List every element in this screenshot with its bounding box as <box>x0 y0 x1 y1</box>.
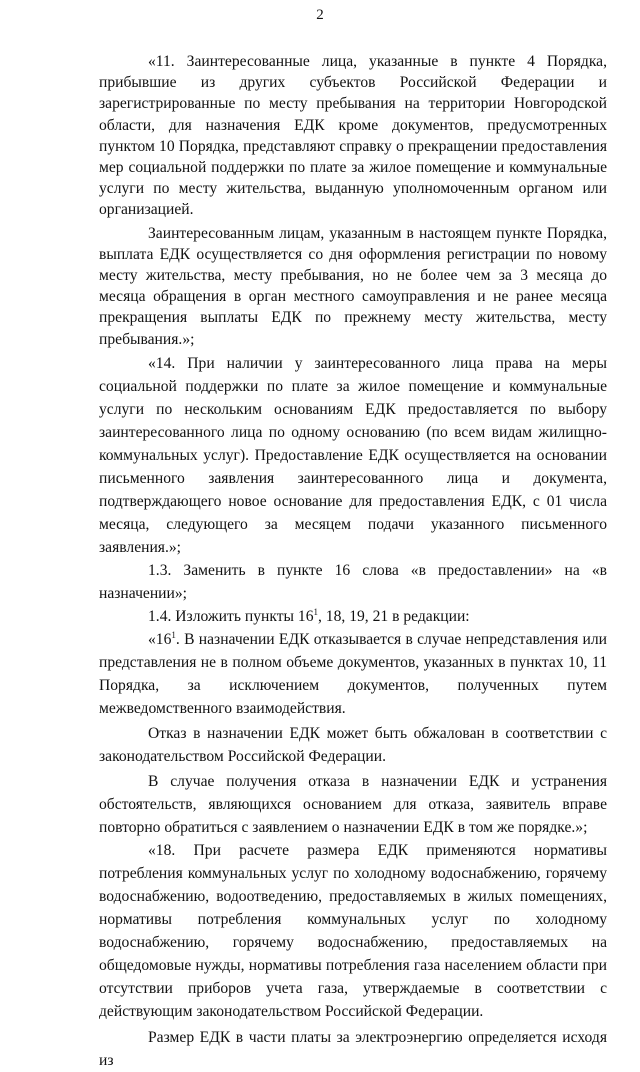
paragraph-1-4: 1.4. Изложить пункты $16^1$, 18, 19, 21 в редакции: <box>148 606 470 625</box>
paragraph-11: «11. Заинтересованные лица, указанные в пункте 4 Порядка, прибывшие из других субъектов Российской Федерации и зарегистрированные по месту пребывания на территории Новгородской области, для назначения ЕДК кроме документов, предусмотренных пунктом 10 Порядка, представляют справку о прекращении предоставления мер социальной поддержки по плате за жилое помещение и коммунальные услуги по месту жительства, выданную уполномоченным органом или организацией. <box>99 53 607 219</box>
paragraph-14: «14. При наличии у заинтересованного лица права на меры социальной поддержки по плате за жилое помещение и коммунальные услуги по нескольким основаниям ЕДК предоставляется по выбору заинтересованного лица по одному основанию (по всем видам жилищно-коммунальных услуг). Предоставление ЕДК осуществляется на основании письменного заявления заинтересованного лица и документа, подтверждающего новое основание для предоставления ЕДК, с 01 числа месяца, следующего за месяцем подачи указанного письменного заявления.»; <box>99 354 607 556</box>
paragraph-11-continuation: Заинтересованным лицам, указанным в настоящем пункте Порядка, выплата ЕДК осуществляется со дня оформления регистрации по новому месту жительства, месту пребывания, но не более чем за 3 месяца до месяца обращения в орган местного самоуправления и не ранее месяца прекращения выплаты ЕДК по прежнему месту жительства, месту пребывания.»; <box>99 224 607 348</box>
document-body <box>99 51 607 1072</box>
paragraph-1-3: 1.3. Заменить в пункте 16 слова «в предоставлении» на «в назначении»; <box>99 561 607 602</box>
paragraph-16-1: «$16^1$. В назначении ЕДК отказывается в случае непредставления или представления не в полном объеме документов, указанных в пунктах 10, 11 Порядка, за исключением документов, полученных путем межведомственного взаимодействия. <box>99 629 607 717</box>
paragraph-18: «18. При расчете размера ЕДК применяются нормативы потребления коммунальных услуг по холодному водоснабжению, горячему водоснабжению, водоотведению, предоставляемых в жилых помещениях, нормативы потребления коммунальных услуг по холодному водоснабжению, горячему водоснабжению, предоставляемых на общедомовые нужды, нормативы потребления газа населением области при отсутствии приборов учета газа, утверждаемые в соответствии с действующим законодательством Российской Федерации. <box>99 841 607 1020</box>
superscript-one: 1 <box>313 606 318 617</box>
paragraph-refusal-appeal: Отказ в назначении ЕДК может быть обжалован в соответствии с законодательством Российской Федерации. <box>99 724 607 765</box>
superscript-one: 1 <box>171 629 176 640</box>
page-number: 2 <box>316 7 324 23</box>
paragraph-refusal-reapply: В случае получения отказа в назначении ЕДК и устранения обстоятельств, являющихся основанием для отказа, заявитель вправе повторно обратиться с заявлением о назначении ЕДК в том же порядке.»; <box>99 772 607 836</box>
paragraph-electricity: Размер ЕДК в части платы за электроэнергию определяется исходя из <box>99 1028 607 1069</box>
